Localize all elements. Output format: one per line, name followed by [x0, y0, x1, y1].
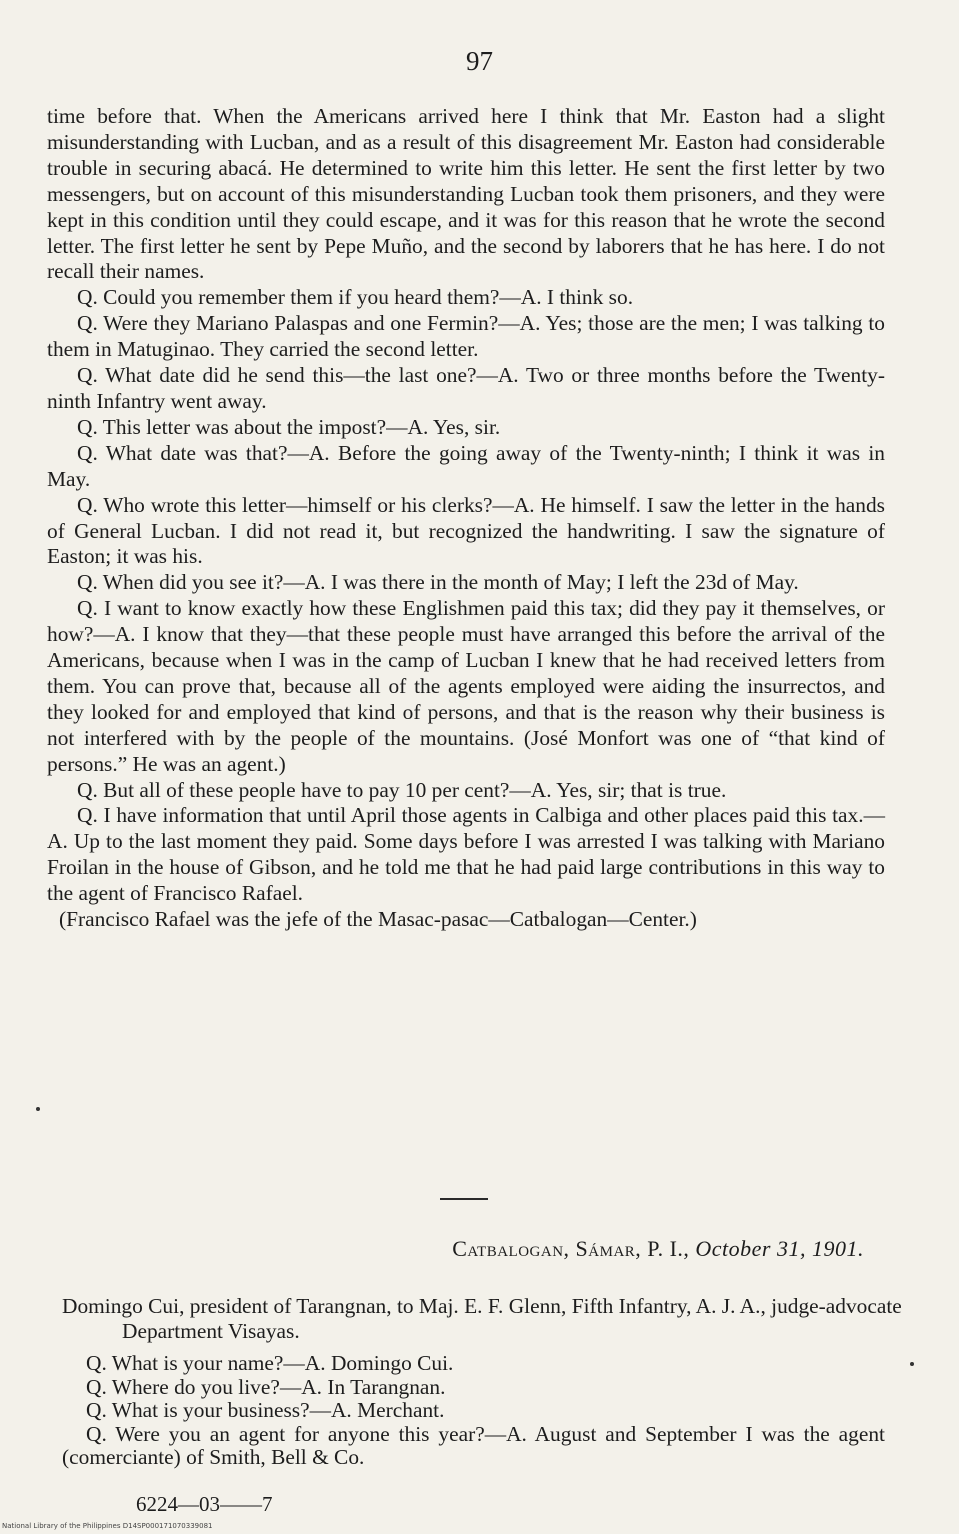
- question-answer: Q. When did you see it?—A. I was there in the month of May; I left the 23d of May.: [77, 570, 799, 595]
- question-answer: Q. What is your business?—A. Merchant.: [86, 1398, 445, 1422]
- parenthetical-note: (Francisco Rafael was the jefe of the Masac-pasac—Catbalogan—Center.): [59, 907, 697, 932]
- print-speck: [910, 1362, 914, 1366]
- question-answer: Q. What is your name?—A. Domingo Cui.: [86, 1351, 454, 1375]
- testimony-heading: Domingo Cui, president of Tarangnan, to Maj. E. F. Glenn, Fifth Infantry, A. J. A., judge-advocate Department Visayas.: [62, 1294, 902, 1343]
- dateline: [452, 1236, 864, 1262]
- page-number: 97: [466, 46, 493, 76]
- question-answer: Q. Were you an agent for anyone this year?—A. August and September I was the agent (comerciante) of Smith, Bell & Co.: [62, 1421, 885, 1469]
- question-answer: Q. Who wrote this letter—himself or his clerks?—A. He himself. I saw the letter in the hands of General Lucban. I did not read it, but recognized the handwriting. I saw the signature of Easton; it was his.: [47, 492, 885, 569]
- question-answer: Q. What date was that?—A. Before the going away of the Twenty-ninth; I think it was in May.: [47, 440, 885, 491]
- question-answer: Q. I have information that until April those agents in Calbiga and other places paid this tax.—A. Up to the last moment they paid. Some days before I was arrested I was talking with Mariano Froilan in the house of Gibson, and he told me that he had paid large contributions in this way to the agent of Francisco Rafael.: [47, 803, 885, 906]
- section-divider: [440, 1198, 488, 1200]
- dateline-date: October 31, 1901.: [695, 1236, 864, 1261]
- print-speck: [36, 1107, 40, 1111]
- question-answer: Q. Were they Mariano Palaspas and one Fermin?—A. Yes; those are the men; I was talking to them in Matuginao. They carried the second letter.: [47, 311, 885, 362]
- question-answer: Q. This letter was about the impost?—A. Yes, sir.: [77, 414, 501, 439]
- second-testimony: [62, 1352, 885, 1470]
- question-answer: Q. But all of these people have to pay 10 per cent?—A. Yes, sir; that is true.: [77, 777, 727, 802]
- question-answer: Q. I want to know exactly how these Englishmen paid this tax; did they pay it themselves, or how?—A. I know that they—that these people must have arranged this before the arrival of the Americans, because when I was in the camp of Lucban I knew that he had received letters from them. You can prove that, because all of the agents employed were aiding the insurrectos, and they looked for and employed that kind of persons, and that is the reason why their business is not interfered with by the people of the mountains. (José Monfort was one of “that kind of persons.” He was an agent.): [47, 596, 885, 776]
- dateline-place: Catbalogan, Sámar, P. I.,: [452, 1236, 696, 1261]
- paragraph-continuation: time before that. When the Americans arrived here I think that Mr. Easton had a slight misunderstanding with Lucban, and as a result of this disagreement Mr. Easton had considerable trouble in securing abacá. He determined to write him this letter. He sent the first letter by two messengers, but on account of this misunderstanding Lucban took them prisoners, and they were kept in this condition until they could escape, and it was for this reason that he wrote the second letter. The first letter he sent by Pepe Muño, and the second by laborers that he has here. I do not recall their names.: [47, 104, 885, 284]
- question-answer: Q. Could you remember them if you heard them?—A. I think so.: [77, 285, 634, 310]
- question-answer: Q. What date did he send this—the last one?—A. Two or three months before the Twenty-ninth Infantry went away.: [47, 363, 885, 413]
- printer-signature-mark: 6224—03——7: [136, 1492, 273, 1516]
- library-credit: National Library of the Philippines D14SP000171070339081: [2, 1522, 213, 1530]
- testimony-body: [47, 104, 885, 933]
- question-answer: Q. Where do you live?—A. In Tarangnan.: [86, 1374, 446, 1399]
